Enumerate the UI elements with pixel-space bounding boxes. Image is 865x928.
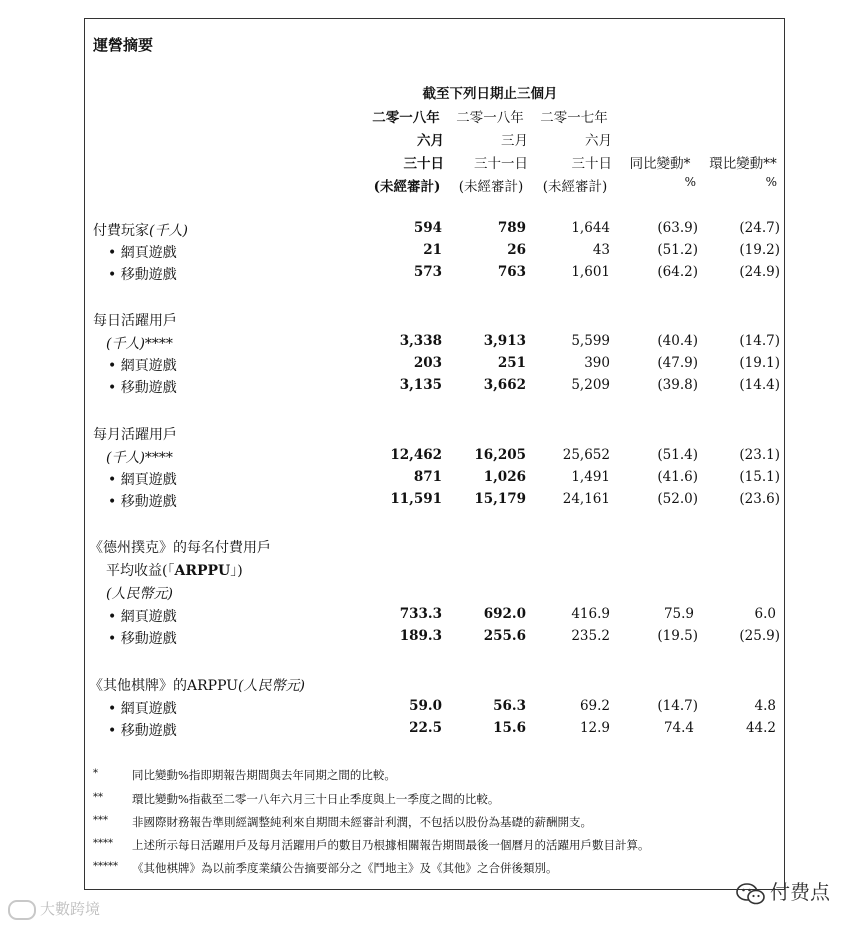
table-cell: 3,662: [483, 377, 526, 393]
row-label: • 移動遊戲: [108, 631, 177, 647]
table-cell: (19.2): [739, 242, 780, 258]
table-cell: 594: [413, 220, 442, 236]
table-cell: 16,205: [474, 447, 526, 463]
footnote-mark: ***: [93, 815, 108, 826]
table-cell: 26: [507, 242, 526, 258]
table-cell: 5,599: [571, 333, 610, 349]
row-label: (千人)****: [106, 450, 173, 466]
table-cell: 1,026: [483, 469, 526, 485]
table-cell: 789: [497, 220, 526, 236]
footnote-mark: *: [93, 768, 98, 779]
col4-unit: %: [684, 175, 696, 189]
table-cell: (51.2): [657, 242, 698, 258]
section-heading: 《德州撲克》的每名付費用戶: [89, 540, 271, 556]
table-cell: 416.9: [571, 606, 610, 622]
table-cell: 12.9: [579, 720, 610, 736]
table-cell: 43: [592, 242, 610, 258]
row-label: 付費玩家(千人): [93, 223, 188, 239]
table-cell: 203: [413, 355, 442, 371]
table-cell: 22.5: [409, 720, 442, 736]
table-cell: 390: [584, 355, 610, 371]
table-cell: (25.9): [739, 628, 780, 644]
table-cell: 25,652: [562, 447, 610, 463]
col3-month: 六月: [585, 133, 612, 149]
col1-month: 六月: [417, 133, 444, 149]
watermark-right: 付费点: [736, 876, 830, 906]
table-cell: 59.0: [409, 698, 442, 714]
watermark-logo-icon: [8, 900, 36, 920]
footnote-mark: **: [93, 792, 103, 803]
table-cell: (47.9): [657, 355, 698, 371]
table-cell: 235.2: [571, 628, 610, 644]
table-cell: 3,338: [399, 333, 442, 349]
table-cell: 12,462: [390, 447, 442, 463]
table-cell: 44.2: [745, 720, 776, 736]
table-cell: 871: [413, 469, 442, 485]
table-cell: 5,209: [571, 377, 610, 393]
table-cell: 692.0: [483, 606, 526, 622]
table-cell: (63.9): [657, 220, 698, 236]
table-cell: (19.1): [739, 355, 780, 371]
row-label: (千人)****: [106, 336, 173, 352]
col4-label: 同比變動*: [629, 156, 691, 172]
table-cell: 15,179: [474, 491, 526, 507]
col3-audit: (未經審計): [542, 179, 608, 195]
row-label: • 移動遊戲: [108, 723, 177, 739]
table-cell: 11,591: [390, 491, 442, 507]
row-label: • 移動遊戲: [108, 494, 177, 510]
table-cell: (24.9): [739, 264, 780, 280]
table-cell: (14.7): [657, 698, 698, 714]
page-title: 運營摘要: [93, 36, 154, 54]
col2-month: 三月: [501, 133, 528, 149]
table-cell: 1,644: [571, 220, 610, 236]
section-heading: 每日活躍用戶: [93, 313, 177, 329]
table-cell: (23.1): [739, 447, 780, 463]
table-cell: 4.8: [754, 698, 776, 714]
col2-day: 三十一日: [474, 156, 528, 172]
table-cell: 3,913: [483, 333, 526, 349]
table-cell: 763: [497, 264, 526, 280]
section-heading: 每月活躍用戶: [93, 427, 177, 443]
table-cell: (15.1): [739, 469, 780, 485]
table-cell: 3,135: [399, 377, 442, 393]
table-cell: 69.2: [579, 698, 610, 714]
footnote-text: 《其他棋牌》為以前季度業績公告摘要部分之《鬥地主》及《其他》之合併後類別。: [132, 861, 558, 875]
footnote-text: 非國際財務報告準則經調整純利來自期間未經審計利潤，不包括以股份為基礎的薪酬開支。: [132, 815, 592, 829]
section-heading: 《其他棋牌》的ARPPU(人民幣元): [89, 678, 305, 694]
row-label: • 網頁遊戲: [108, 358, 177, 374]
table-cell: (39.8): [657, 377, 698, 393]
row-label: • 網頁遊戲: [108, 701, 177, 717]
table-cell: 251: [497, 355, 526, 371]
table-cell: (24.7): [739, 220, 780, 236]
table-cell: 1,601: [571, 264, 610, 280]
table-cell: 255.6: [483, 628, 526, 644]
row-label: • 移動遊戲: [108, 380, 177, 396]
table-cell: 21: [423, 242, 442, 258]
table-cell: (14.7): [739, 333, 780, 349]
row-label: • 網頁遊戲: [108, 472, 177, 488]
footnote-text: 同比變動%指即期報告期間與去年同期之間的比較。: [132, 768, 396, 782]
table-cell: 75.9: [663, 606, 694, 622]
table-cell: 15.6: [493, 720, 526, 736]
table-cell: (19.5): [657, 628, 698, 644]
table-cell: 189.3: [399, 628, 442, 644]
table-cell: (41.6): [657, 469, 698, 485]
wechat-icon: [736, 882, 766, 906]
table-cell: 24,161: [562, 491, 610, 507]
col3-day: 三十日: [571, 156, 612, 172]
col2-audit: (未經審計): [458, 179, 524, 195]
table-cell: (64.2): [657, 264, 698, 280]
table-cell: (40.4): [657, 333, 698, 349]
footnote-text: 環比變動%指截至二零一八年六月三十日止季度與上一季度之間的比較。: [132, 792, 500, 806]
col3-year: 二零一七年: [540, 110, 608, 126]
table-cell: 6.0: [754, 606, 776, 622]
col1-year: 二零一八年: [372, 110, 440, 126]
row-label: • 移動遊戲: [108, 267, 177, 283]
header-super: 截至下列日期止三個月: [422, 86, 558, 102]
table-cell: 56.3: [493, 698, 526, 714]
table-cell: (23.6): [739, 491, 780, 507]
watermark-left: 大數跨境: [8, 898, 100, 920]
footnote-mark: ****: [93, 838, 113, 849]
table-cell: (14.4): [739, 377, 780, 393]
col2-year: 二零一八年: [456, 110, 524, 126]
row-label: • 網頁遊戲: [108, 609, 177, 625]
col5-unit: %: [765, 175, 777, 189]
table-cell: (52.0): [657, 491, 698, 507]
table-cell: 573: [413, 264, 442, 280]
row-label: • 網頁遊戲: [108, 245, 177, 261]
table-cell: (51.4): [657, 447, 698, 463]
col1-day: 三十日: [403, 156, 444, 172]
table-cell: 733.3: [399, 606, 442, 622]
col5-label: 環比變動**: [709, 156, 777, 172]
section-heading: (人民幣元): [106, 586, 173, 602]
table-cell: 74.4: [663, 720, 694, 736]
footnote-text: 上述所示每日活躍用戶及每月活躍用戶的數目乃根據相關報告期間最後一個曆月的活躍用戶數目計算。: [132, 838, 650, 852]
table-cell: 1,491: [571, 469, 610, 485]
section-heading: 平均收益(「ARPPU」): [106, 563, 243, 579]
col1-audit: (未經審計): [373, 179, 441, 195]
footnote-mark: *****: [93, 861, 118, 872]
